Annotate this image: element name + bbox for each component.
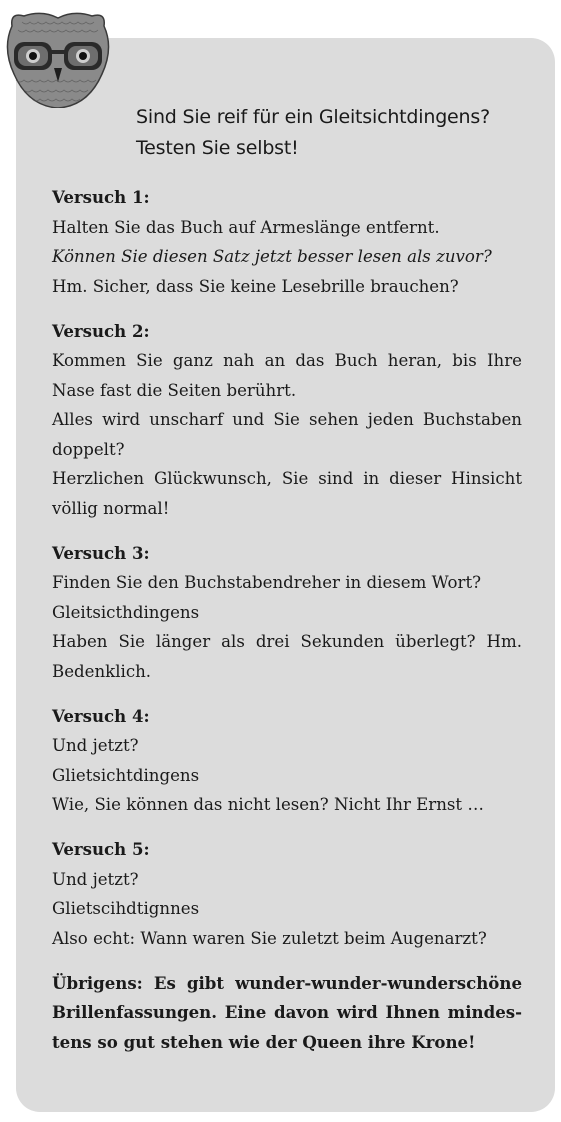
header-subtitle: Testen Sie selbst!	[136, 137, 299, 159]
section-line: Und jetzt?	[52, 736, 139, 755]
section-line: Herzlichen Glückwunsch, Sie sind in dieser Hinsicht völlig normal!	[52, 469, 522, 518]
section-line: Können Sie diesen Satz jetzt besser lesen als zuvor?	[52, 247, 492, 266]
owl-with-glasses-icon	[2, 8, 114, 108]
section-line: Glietscihdtignnes	[52, 899, 200, 918]
section-title: Versuch 3:	[52, 542, 150, 563]
header-title: Sind Sie reif für ein Gleitsichtdingens?	[136, 106, 490, 128]
section-line: Haben Sie länger als drei Sekunden überlegt? Hm. Bedenklich.	[52, 632, 522, 681]
section-versuch-4	[52, 702, 522, 820]
section-line: Finden Sie den Buchstabendreher in diesem Wort?	[52, 573, 482, 592]
section-title: Versuch 5:	[52, 839, 150, 859]
section-title: Versuch 2:	[52, 320, 150, 341]
page-header	[136, 102, 490, 164]
section-line: Hm. Sicher, dass Sie keine Lesebrille brauchen?	[52, 276, 459, 296]
section-line: Gleitsicthdingens	[52, 602, 200, 622]
section-versuch-1	[52, 183, 522, 301]
section-line: Halten Sie das Buch auf Armeslänge entfernt.	[52, 217, 440, 237]
section-line: Wie, Sie können das nicht lesen? Nicht Ihr Ernst …	[52, 795, 484, 814]
section-title: Versuch 1:	[52, 187, 150, 207]
section-line: Also echt: Wann waren Sie zuletzt beim Augenarzt?	[52, 928, 487, 948]
section-line: Kommen Sie ganz nah an das Buch heran, bis Ihre Nase fast die Seiten berührt.	[52, 351, 522, 400]
test-content	[52, 183, 522, 1074]
closing-remark: Übrigens: Es gibt wunder-wunder-wunderschöne Brillenfassungen. Eine davon wird Ihnen mindestens so gut stehen wie der Queen ihre Krone!	[52, 972, 522, 1052]
section-versuch-2	[52, 317, 522, 524]
section-versuch-5	[52, 835, 522, 953]
section-title: Versuch 4:	[52, 705, 150, 726]
section-line: Alles wird unscharf und Sie sehen jeden Buchstaben doppelt?	[52, 410, 522, 459]
section-line: Und jetzt?	[52, 869, 139, 889]
section-versuch-3	[52, 539, 522, 687]
section-line: Glietsichtdingens	[52, 765, 200, 785]
